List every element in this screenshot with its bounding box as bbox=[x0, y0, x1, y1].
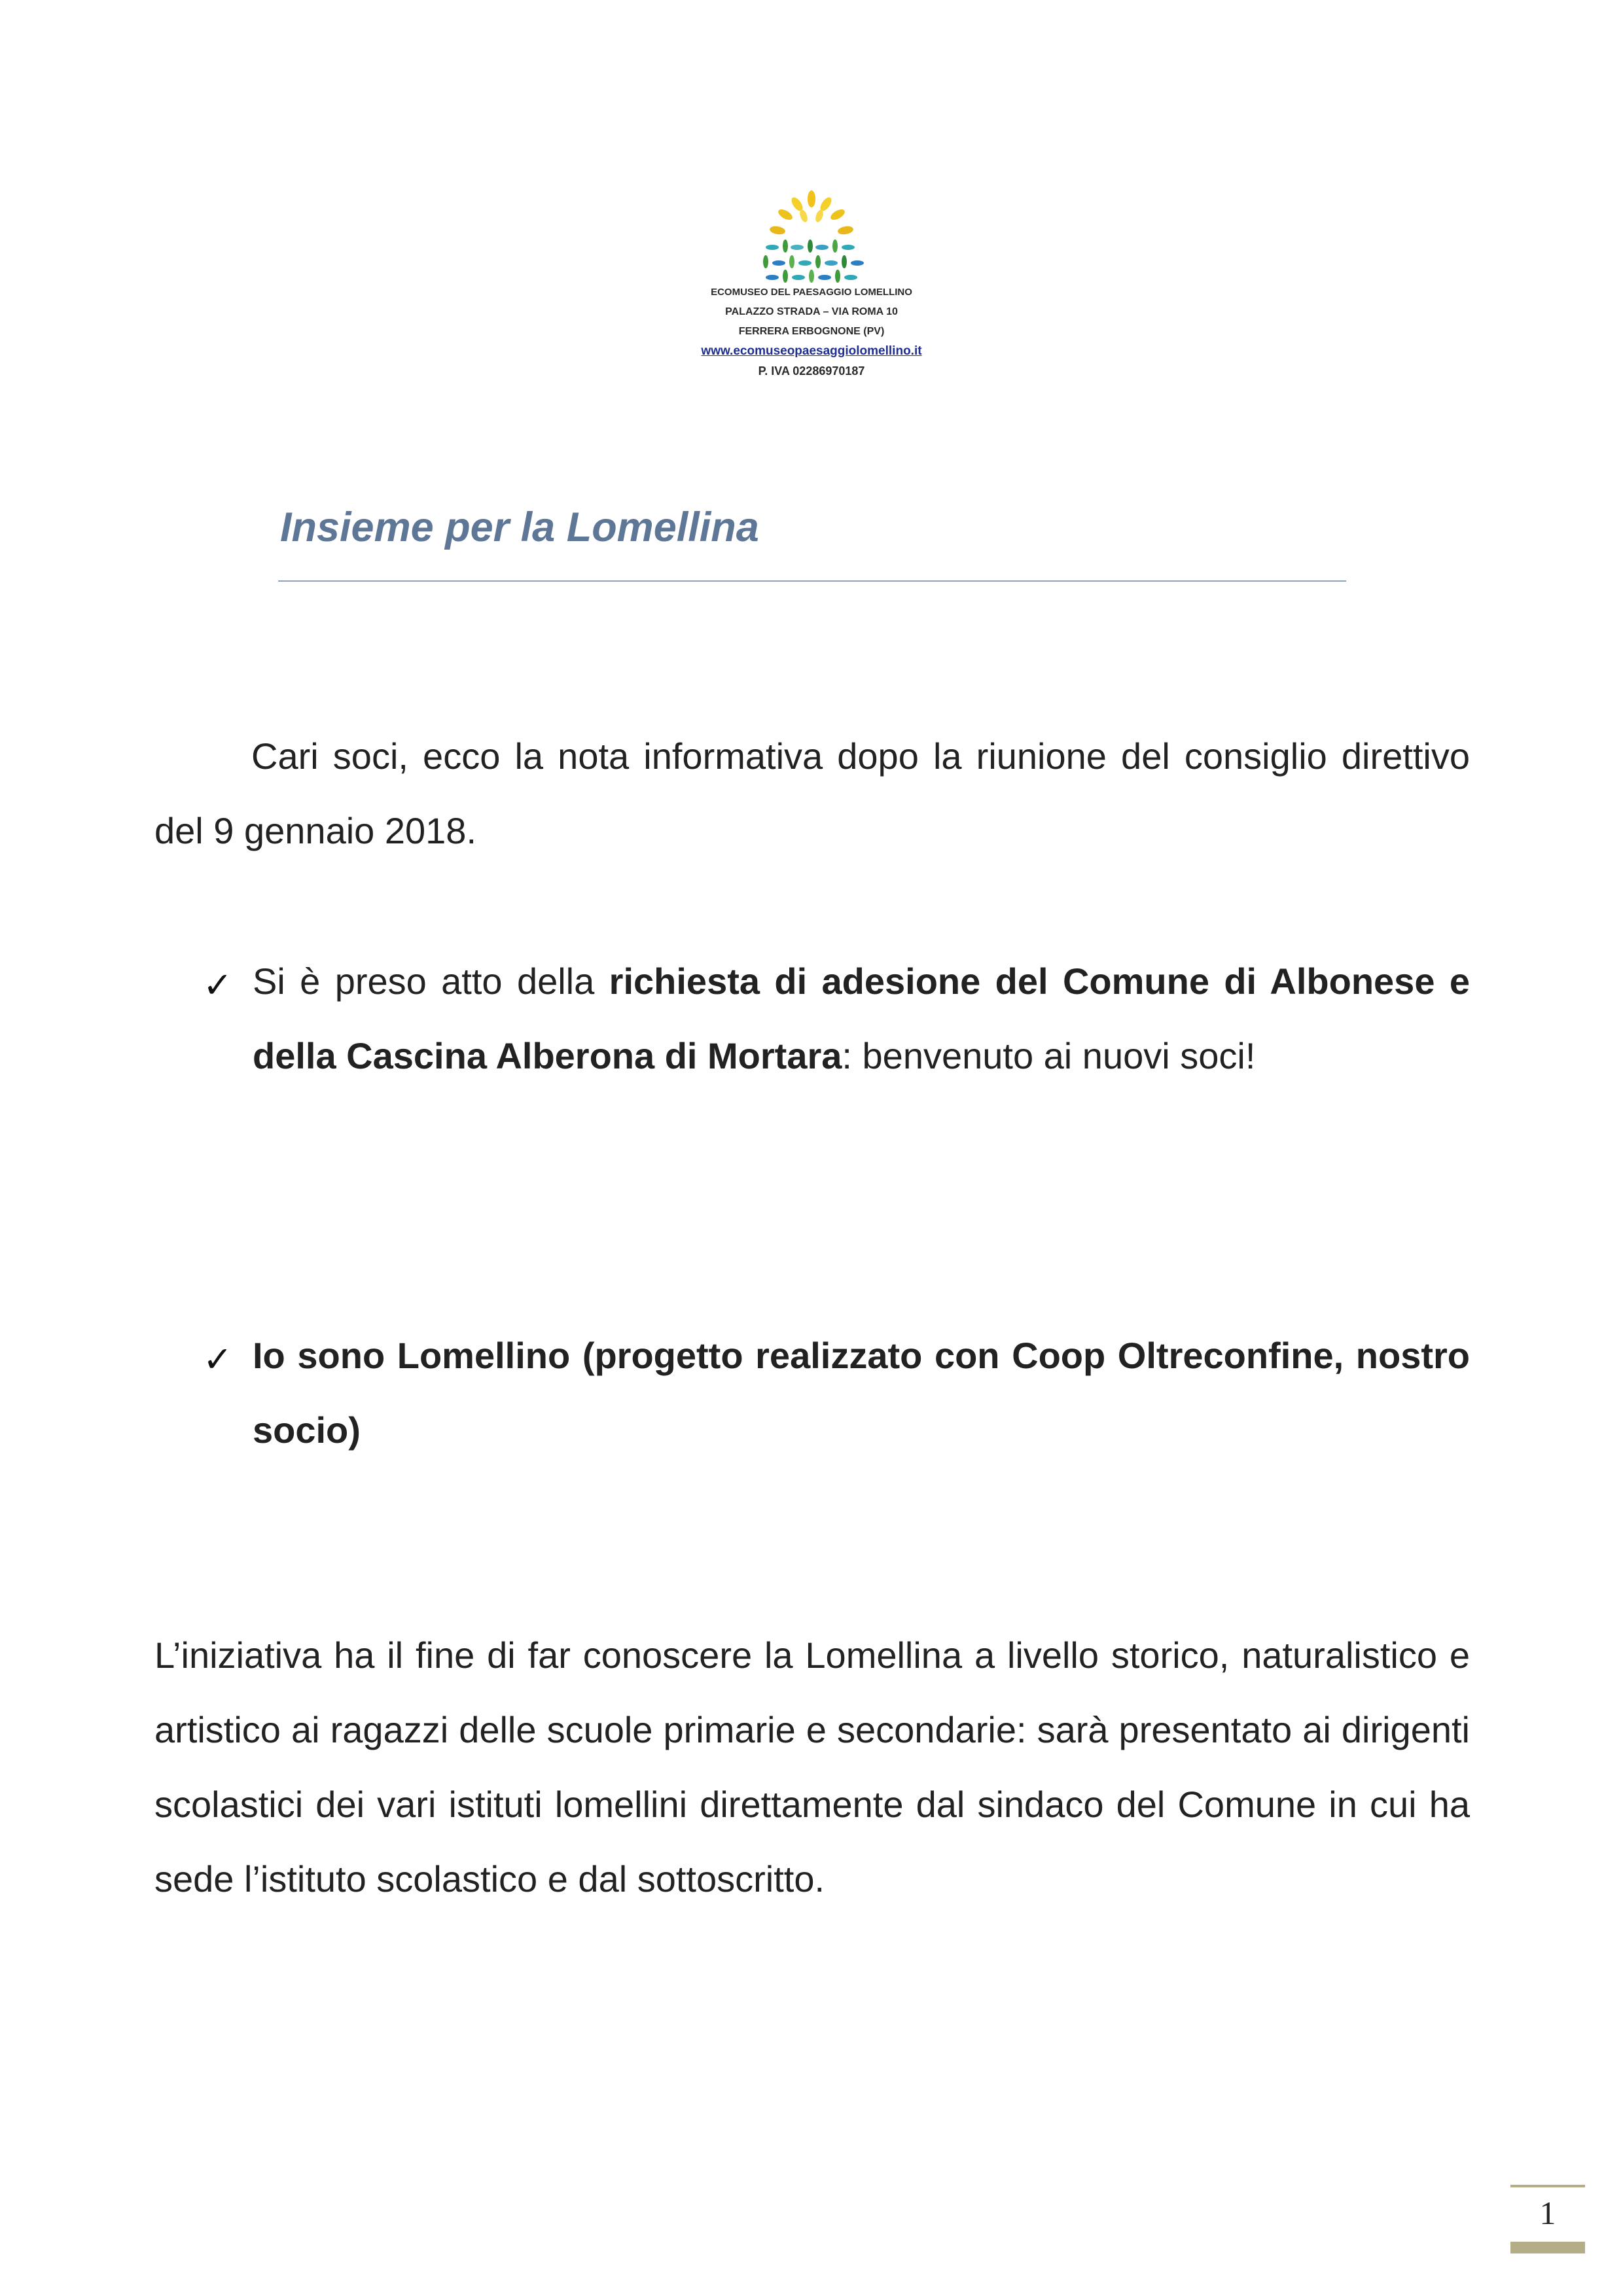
page-number: 1 bbox=[1539, 2195, 1556, 2231]
list-item-tail: : benvenuto ai nuovi soci! bbox=[842, 1035, 1256, 1076]
page-number-bottom-bar bbox=[1510, 2242, 1585, 2253]
vat-number: P. IVA 02286970187 bbox=[758, 364, 865, 378]
letterhead bbox=[615, 283, 1008, 381]
document-title: Insieme per la Lomellina bbox=[280, 504, 759, 550]
title-divider bbox=[278, 580, 1346, 582]
list-item-text bbox=[253, 944, 1470, 1093]
website-link[interactable]: www.ecomuseopaesaggiolomellino.it bbox=[701, 344, 922, 358]
list-item-bold: richiesta di adesione del Comune di Albonese e della Cascina Alberona di Mortara bbox=[253, 961, 1470, 1076]
ecomuseum-logo-icon bbox=[746, 190, 877, 285]
list-item-lead: Si è preso atto della bbox=[253, 961, 609, 1002]
page-number-top-bar bbox=[1510, 2185, 1585, 2187]
org-name: ECOMUSEO DEL PAESAGGIO LOMELLINO bbox=[711, 287, 912, 298]
city-line: FERRERA ERBOGNONE (PV) bbox=[738, 326, 885, 337]
address-line: PALAZZO STRADA – VIA ROMA 10 bbox=[725, 306, 898, 317]
list-item-text: Io sono Lomellino (progetto realizzato con Coop Oltreconfine, nostro socio) bbox=[253, 1335, 1470, 1451]
intro-paragraph: Cari soci, ecco la nota informativa dopo la riunione del consiglio direttivo del 9 gennaio 2018. bbox=[154, 735, 1470, 851]
body-paragraph: L’iniziativa ha il fine di far conoscere la Lomellina a livello storico, naturalistico e artistico ai ragazzi delle scuole primarie e secondarie: sarà presentato ai dirigenti scolastici dei vari istituti lomellini direttamente dal sindaco del Comune in cui ha sede l’istituto scolastico e dal sottoscritto. bbox=[154, 1634, 1470, 1899]
checkmark-icon: ✓ bbox=[203, 964, 233, 1006]
checkmark-icon: ✓ bbox=[203, 1339, 233, 1380]
